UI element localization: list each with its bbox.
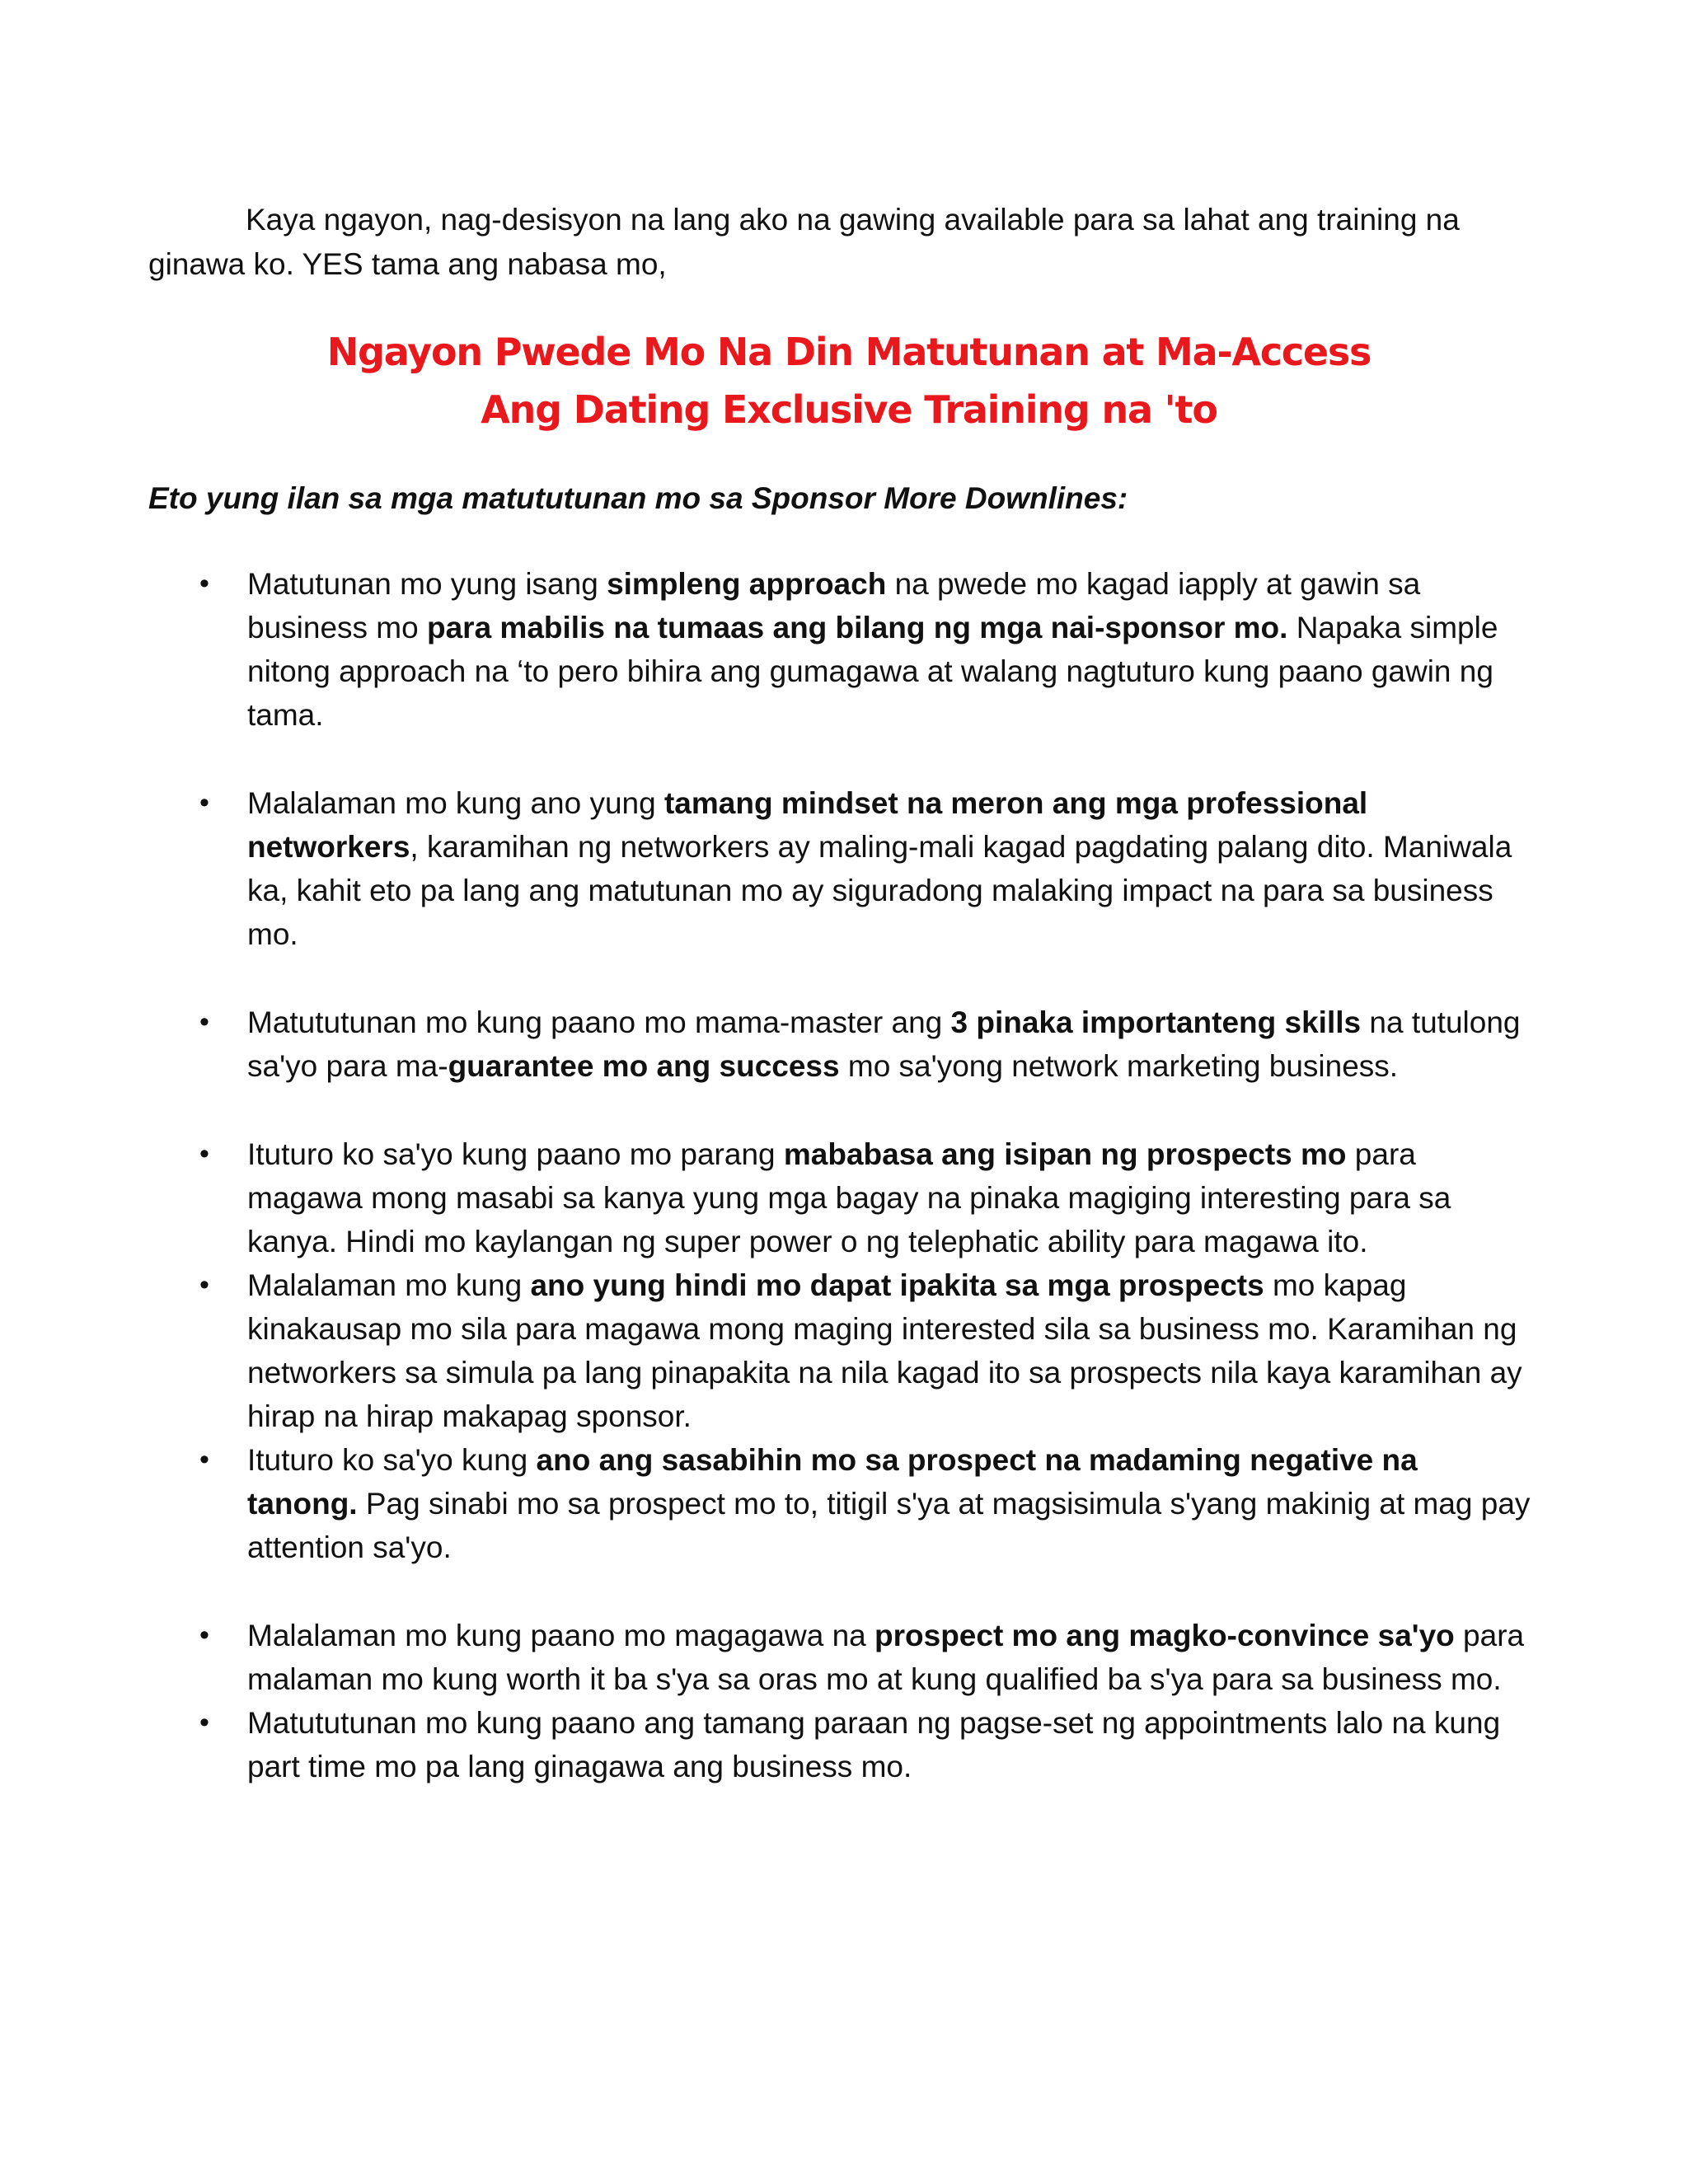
- benefit-bold: prospect mo ang magko-convince sa'yo: [874, 1619, 1455, 1652]
- bullet-icon: •: [199, 1138, 209, 1169]
- benefit-text: Ituturo ko sa'yo kung: [247, 1443, 537, 1477]
- benefit-text: Napaka simple nitong approach na ‘to pero bihira ang gumagawa at walang nagtuturo kung paano gawin ng tama.: [247, 611, 1498, 732]
- document-page: [148, 198, 1550, 1788]
- headline-line-2: Ang Dating Exclusive Training na 'to: [481, 387, 1217, 432]
- benefit-text: para malaman mo kung worth it ba s'ya sa oras mo at kung qualified ba s'ya para sa business mo.: [247, 1619, 1525, 1696]
- benefit-text: Malalaman mo kung: [247, 1268, 531, 1302]
- benefit-item-1: [148, 562, 1533, 737]
- benefit-text: Ituturo ko sa'yo kung paano mo parang: [247, 1137, 784, 1171]
- benefit-item-7: [148, 1614, 1533, 1701]
- benefit-bold: ano ang sasabihin mo sa prospect na madaming negative na tanong.: [247, 1443, 1418, 1521]
- benefit-text: Matututunan mo kung paano ang tamang paraan ng pagse-set ng appointments lalo na kung part time mo pa lang ginagawa ang business mo.: [247, 1706, 1501, 1783]
- benefit-text: Malalaman mo kung ano yung: [247, 786, 664, 820]
- benefit-text: para magawa mong masabi sa kanya yung mga bagay na pinaka magiging interesting para sa kanya. Hindi mo kaylangan ng super power o ng telephatic ability para magawa ito.: [247, 1137, 1451, 1258]
- headline-line-1: Ngayon Pwede Mo Na Din Matutunan at Ma-Access: [326, 330, 1372, 374]
- benefit-item-3: [148, 1001, 1533, 1088]
- benefits-subheading: Eto yung ilan sa mga matututunan mo sa Sponsor More Downlines:: [148, 481, 1128, 515]
- bullet-icon: •: [199, 787, 209, 818]
- benefit-text: Pag sinabi mo sa prospect mo to, titigil s'ya at magsisimula s'yang makinig at mag pay attention sa'yo.: [247, 1487, 1531, 1564]
- benefit-bold: tamang mindset na meron ang mga professional networkers: [247, 786, 1368, 864]
- benefit-bold: simpleng approach: [607, 567, 887, 601]
- benefit-bold: para mabilis na tumaas ang bilang ng mga nai-sponsor mo.: [427, 611, 1288, 644]
- benefit-text: Matutunan mo yung isang: [247, 567, 607, 601]
- intro-paragraph: Kaya ngayon, nag-desisyon na lang ako na gawing available para sa lahat ang training na ginawa ko. YES tama ang nabasa mo,: [148, 203, 1460, 281]
- benefit-item-8: [148, 1701, 1533, 1788]
- benefit-item-5: [148, 1263, 1533, 1438]
- benefit-bold: 3 pinaka importanteng skills: [950, 1005, 1362, 1039]
- benefit-text: na pwede mo kagad iapply at gawin sa business mo: [247, 567, 1421, 644]
- benefit-item-2: [148, 781, 1533, 956]
- benefit-bold: guarantee mo ang success: [448, 1049, 840, 1083]
- benefit-item-6: [148, 1438, 1533, 1569]
- bullet-icon: •: [199, 568, 209, 599]
- benefit-item-4: [148, 1132, 1533, 1263]
- benefit-text: na tutulong sa'yo para ma-: [247, 1005, 1521, 1083]
- bullet-icon: •: [199, 1707, 209, 1738]
- benefit-text: Matututunan mo kung paano mo mama-master ang: [247, 1005, 951, 1039]
- bullet-icon: •: [199, 1444, 209, 1475]
- benefit-bold: mababasa ang isipan ng prospects mo: [783, 1137, 1347, 1171]
- bullet-icon: •: [199, 1619, 209, 1651]
- benefit-text: Malalaman mo kung paano mo magagawa na: [247, 1619, 875, 1652]
- benefit-text: mo kapag kinakausap mo sila para magawa mong maging interested sila sa business mo. Karamihan ng networkers sa simula pa lang pinapakita na nila kagad ito sa prospects nila kaya karamihan ay hirap na hirap makapag sponsor.: [247, 1268, 1522, 1433]
- benefit-text: mo sa'yong network marketing business.: [839, 1049, 1399, 1083]
- benefit-text: , karamihan ng networkers ay maling-mali kagad pagdating palang dito. Maniwala ka, kahit eto pa lang ang matutunan mo ay siguradong malaking impact na para sa business mo.: [247, 830, 1512, 951]
- benefits-list: [148, 562, 1550, 1788]
- bullet-icon: •: [199, 1006, 209, 1038]
- headline: [148, 323, 1550, 438]
- bullet-icon: •: [199, 1269, 209, 1301]
- benefit-bold: ano yung hindi mo dapat ipakita sa mga prospects: [530, 1268, 1264, 1302]
